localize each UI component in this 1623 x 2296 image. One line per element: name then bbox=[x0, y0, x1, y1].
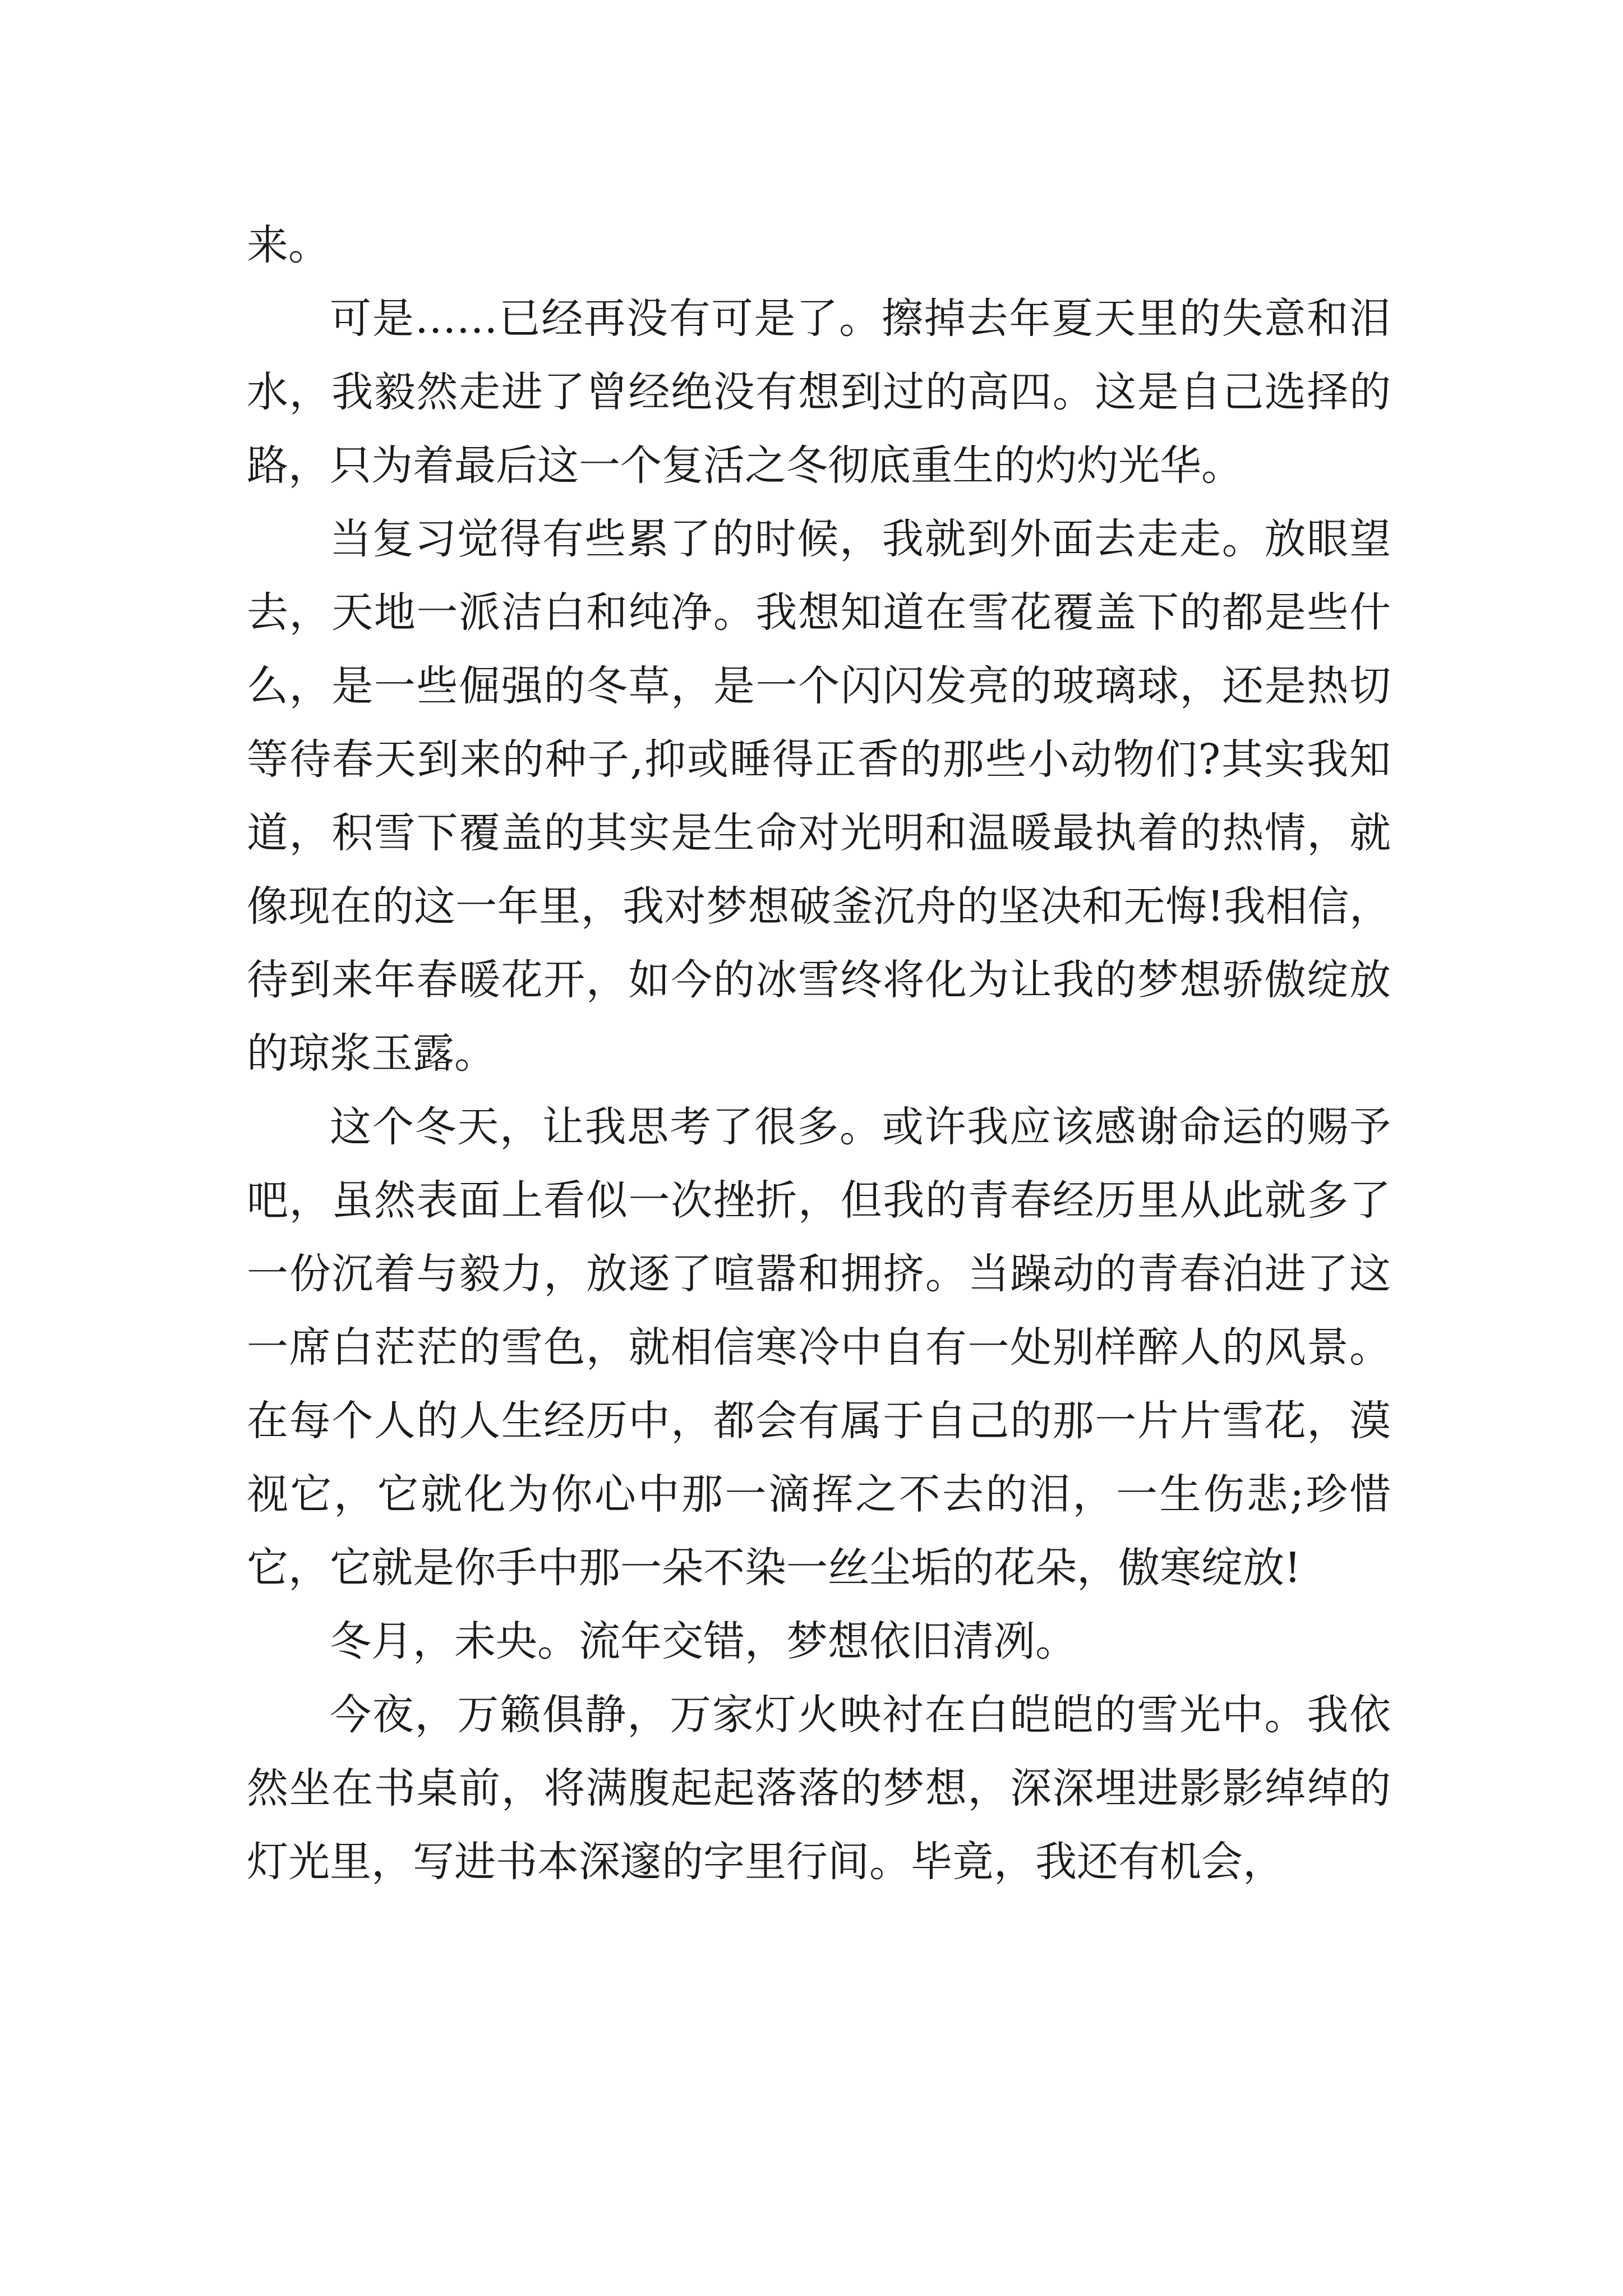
body-text bbox=[247, 209, 1391, 1899]
paragraph: 冬月，未央。流年交错，梦想依旧清冽。 bbox=[330, 1617, 1077, 1665]
paragraph: 当复习觉得有些累了的时候，我就到外面去走走。放眼望去，天地一派洁白和纯净。我想知道在雪花覆盖下的都是些什么，是一些倔强的冬草，是一个闪闪发亮的玻璃球，还是热切等待春天到来的种子,抑或睡得正香的那些小动物们?其实我知道，积雪下覆盖的其实是生命对光明和温暖最执着的热情，就像现在的这一年里，我对梦想破釜沉舟的坚决和无悔!我相信，待到来年春暖花开，如今的冰雪终将化为让我的梦想骄傲绽放的琼浆玉露。 bbox=[247, 515, 1391, 1078]
paragraph: 可是……已经再没有可是了。擦掉去年夏天里的失意和泪水，我毅然走进了曾经绝没有想到过的高四。这是自己选择的路，只为着最后这一个复活之冬彻底重生的灼灼光华。 bbox=[247, 295, 1391, 490]
paragraph: 这个冬天，让我思考了很多。或许我应该感谢命运的赐予吧，虽然表面上看似一次挫折，但我的青春经历里从此就多了一份沉着与毅力，放逐了喧嚣和拥挤。当躁动的青春泊进了这一席白茫茫的雪色，就相信寒冷中自有一处别样醉人的风景。在每个人的人生经历中，都会有属于自己的那一片片雪花，漠视它，它就化为你心中那一滴挥之不去的泪，一生伤悲;珍惜它，它就是你手中那一朵不染一丝尘垢的花朵，傲寒绽放! bbox=[247, 1103, 1391, 1592]
paragraph-continuation: 来。 bbox=[247, 221, 330, 269]
paragraph: 今夜，万籁俱静，万家灯火映衬在白皑皑的雪光中。我依然坐在书桌前，将满腹起起落落的梦想，深深埋进影影绰绰的灯光里，写进书本深邃的字里行间。毕竟，我还有机会， bbox=[247, 1691, 1391, 1886]
